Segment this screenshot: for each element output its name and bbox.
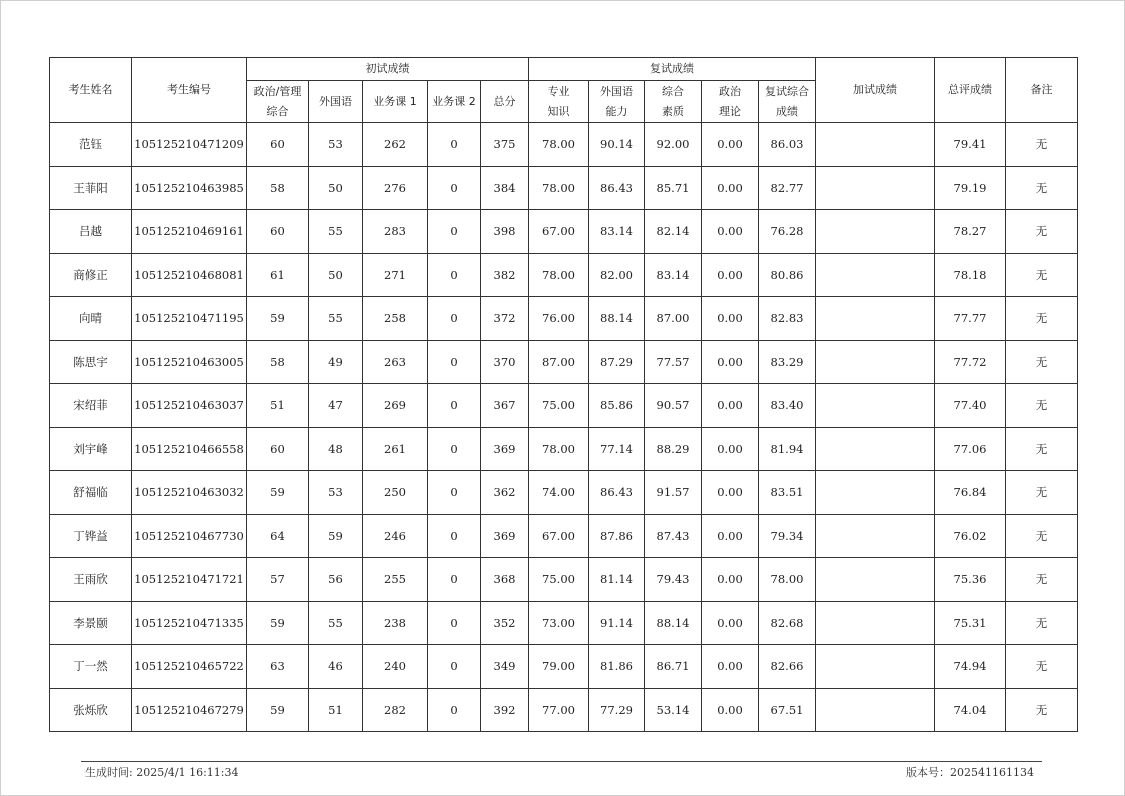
table-row (50, 558, 1078, 602)
header-note: 备注 (1006, 58, 1078, 123)
header-politics-line1: 政治/管理 (253, 84, 302, 98)
cell-course1: 238 (363, 601, 428, 645)
cell-foreign-ability: 77.29 (589, 688, 645, 732)
cell-prelim-total: 352 (481, 601, 529, 645)
cell-extra (816, 688, 935, 732)
cell-prelim-total: 369 (481, 427, 529, 471)
cell-major: 67.00 (529, 210, 589, 254)
cell-political-theory: 0.00 (702, 340, 759, 384)
cell-political-theory: 0.00 (702, 601, 759, 645)
cell-foreign-ability: 81.14 (589, 558, 645, 602)
cell-name: 丁一然 (50, 645, 132, 689)
header-total: 总评成绩 (935, 58, 1006, 123)
cell-course2: 0 (428, 166, 481, 210)
cell-note: 无 (1006, 166, 1078, 210)
header-politics-line2: 综合 (266, 104, 289, 118)
cell-foreign-ability: 83.14 (589, 210, 645, 254)
cell-major: 78.00 (529, 253, 589, 297)
header-foreign-ability-line2: 能力 (605, 104, 628, 118)
cell-major: 73.00 (529, 601, 589, 645)
header-prelim-total: 总分 (481, 81, 529, 123)
cell-political-theory: 0.00 (702, 253, 759, 297)
cell-retest-total: 82.68 (759, 601, 816, 645)
cell-final: 74.94 (935, 645, 1006, 689)
cell-note: 无 (1006, 471, 1078, 515)
cell-extra (816, 253, 935, 297)
table-row (50, 384, 1078, 428)
cell-retest-total: 83.40 (759, 384, 816, 428)
cell-quality: 77.57 (645, 340, 702, 384)
cell-course2: 0 (428, 340, 481, 384)
cell-id: 105125210466558 (132, 427, 247, 471)
cell-name: 张烁欣 (50, 688, 132, 732)
table-row (50, 253, 1078, 297)
cell-political-theory: 0.00 (702, 166, 759, 210)
cell-course2: 0 (428, 688, 481, 732)
cell-course2: 0 (428, 253, 481, 297)
header-course1: 业务课 1 (363, 81, 428, 123)
cell-quality: 53.14 (645, 688, 702, 732)
cell-politics: 61 (247, 253, 309, 297)
cell-course1: 271 (363, 253, 428, 297)
cell-foreign: 53 (309, 471, 363, 515)
cell-prelim-total: 370 (481, 340, 529, 384)
cell-retest-total: 76.28 (759, 210, 816, 254)
cell-extra (816, 514, 935, 558)
table-row (50, 210, 1078, 254)
cell-id: 105125210463037 (132, 384, 247, 428)
cell-name: 刘宇峰 (50, 427, 132, 471)
header-major-line2: 知识 (547, 104, 570, 118)
table-row (50, 166, 1078, 210)
cell-political-theory: 0.00 (702, 210, 759, 254)
cell-name: 范钰 (50, 123, 132, 167)
cell-foreign-ability: 86.43 (589, 471, 645, 515)
cell-id: 105125210469161 (132, 210, 247, 254)
cell-foreign-ability: 81.86 (589, 645, 645, 689)
header-quality-line2: 素质 (662, 104, 684, 118)
header-name: 考生姓名 (50, 58, 132, 123)
score-table (49, 57, 1078, 732)
cell-politics: 58 (247, 166, 309, 210)
cell-final: 75.31 (935, 601, 1006, 645)
cell-course1: 276 (363, 166, 428, 210)
cell-course2: 0 (428, 558, 481, 602)
cell-id: 105125210471209 (132, 123, 247, 167)
cell-final: 77.40 (935, 384, 1006, 428)
cell-politics: 59 (247, 297, 309, 341)
header-retest-total-line2: 成绩 (776, 104, 798, 118)
cell-note: 无 (1006, 340, 1078, 384)
header-political-theory (702, 81, 759, 123)
cell-major: 77.00 (529, 688, 589, 732)
cell-politics: 59 (247, 688, 309, 732)
cell-prelim-total: 392 (481, 688, 529, 732)
cell-name: 宋绍菲 (50, 384, 132, 428)
cell-course1: 283 (363, 210, 428, 254)
header-retest-total-line1: 复试综合 (765, 84, 809, 98)
table-header (50, 58, 1078, 123)
cell-retest-total: 86.03 (759, 123, 816, 167)
cell-course1: 240 (363, 645, 428, 689)
cell-foreign: 50 (309, 166, 363, 210)
cell-course1: 262 (363, 123, 428, 167)
cell-course1: 263 (363, 340, 428, 384)
cell-politics: 60 (247, 427, 309, 471)
header-prelim-group: 初试成绩 (247, 58, 529, 81)
cell-major: 79.00 (529, 645, 589, 689)
cell-foreign: 56 (309, 558, 363, 602)
cell-retest-total: 83.51 (759, 471, 816, 515)
cell-name: 丁铧益 (50, 514, 132, 558)
cell-politics: 60 (247, 210, 309, 254)
cell-major: 74.00 (529, 471, 589, 515)
cell-foreign: 50 (309, 253, 363, 297)
cell-extra (816, 601, 935, 645)
cell-major: 75.00 (529, 384, 589, 428)
header-political-theory-line1: 政治 (719, 84, 741, 98)
cell-extra (816, 210, 935, 254)
cell-id: 105125210471721 (132, 558, 247, 602)
cell-id: 105125210468081 (132, 253, 247, 297)
cell-retest-total: 67.51 (759, 688, 816, 732)
cell-political-theory: 0.00 (702, 514, 759, 558)
cell-foreign-ability: 90.14 (589, 123, 645, 167)
cell-politics: 51 (247, 384, 309, 428)
table-row (50, 601, 1078, 645)
cell-quality: 82.14 (645, 210, 702, 254)
cell-quality: 87.43 (645, 514, 702, 558)
cell-course1: 258 (363, 297, 428, 341)
cell-retest-total: 83.29 (759, 340, 816, 384)
table-row (50, 514, 1078, 558)
cell-foreign: 46 (309, 645, 363, 689)
cell-political-theory: 0.00 (702, 427, 759, 471)
cell-prelim-total: 375 (481, 123, 529, 167)
cell-foreign-ability: 87.29 (589, 340, 645, 384)
cell-final: 76.02 (935, 514, 1006, 558)
cell-foreign-ability: 86.43 (589, 166, 645, 210)
cell-foreign-ability: 91.14 (589, 601, 645, 645)
table-row (50, 471, 1078, 515)
cell-major: 75.00 (529, 558, 589, 602)
cell-quality: 83.14 (645, 253, 702, 297)
cell-politics: 57 (247, 558, 309, 602)
cell-extra (816, 558, 935, 602)
cell-politics: 58 (247, 340, 309, 384)
cell-note: 无 (1006, 688, 1078, 732)
cell-id: 105125210467730 (132, 514, 247, 558)
cell-extra (816, 427, 935, 471)
cell-foreign: 59 (309, 514, 363, 558)
cell-note: 无 (1006, 427, 1078, 471)
cell-prelim-total: 384 (481, 166, 529, 210)
cell-foreign-ability: 77.14 (589, 427, 645, 471)
cell-quality: 88.29 (645, 427, 702, 471)
cell-foreign: 53 (309, 123, 363, 167)
cell-politics: 64 (247, 514, 309, 558)
cell-course2: 0 (428, 514, 481, 558)
cell-retest-total: 82.77 (759, 166, 816, 210)
cell-foreign: 55 (309, 297, 363, 341)
cell-note: 无 (1006, 123, 1078, 167)
cell-note: 无 (1006, 601, 1078, 645)
footer-divider (81, 761, 1042, 762)
cell-course2: 0 (428, 427, 481, 471)
cell-name: 陈思宇 (50, 340, 132, 384)
header-extra: 加试成绩 (816, 58, 935, 123)
cell-foreign: 55 (309, 210, 363, 254)
header-foreign-ability-line1: 外国语 (600, 84, 633, 98)
cell-retest-total: 78.00 (759, 558, 816, 602)
cell-final: 77.72 (935, 340, 1006, 384)
cell-political-theory: 0.00 (702, 297, 759, 341)
header-course2: 业务课 2 (428, 81, 481, 123)
cell-name: 王菲阳 (50, 166, 132, 210)
cell-political-theory: 0.00 (702, 123, 759, 167)
cell-extra (816, 645, 935, 689)
table-body (50, 123, 1078, 732)
cell-retest-total: 80.86 (759, 253, 816, 297)
cell-course2: 0 (428, 384, 481, 428)
cell-quality: 88.14 (645, 601, 702, 645)
table-row (50, 340, 1078, 384)
cell-prelim-total: 369 (481, 514, 529, 558)
cell-quality: 90.57 (645, 384, 702, 428)
header-id: 考生编号 (132, 58, 247, 123)
cell-major: 76.00 (529, 297, 589, 341)
table-row (50, 427, 1078, 471)
cell-foreign-ability: 88.14 (589, 297, 645, 341)
cell-id: 105125210471335 (132, 601, 247, 645)
version-number: 版本号：202541161134 (906, 766, 1034, 779)
cell-foreign: 55 (309, 601, 363, 645)
cell-political-theory: 0.00 (702, 558, 759, 602)
cell-politics: 59 (247, 471, 309, 515)
cell-name: 李景颐 (50, 601, 132, 645)
table-row (50, 297, 1078, 341)
header-foreign: 外国语 (309, 81, 363, 123)
cell-political-theory: 0.00 (702, 688, 759, 732)
cell-quality: 86.71 (645, 645, 702, 689)
cell-id: 105125210463032 (132, 471, 247, 515)
cell-id: 105125210463005 (132, 340, 247, 384)
cell-retest-total: 82.66 (759, 645, 816, 689)
cell-final: 74.04 (935, 688, 1006, 732)
cell-name: 舒福临 (50, 471, 132, 515)
generated-time: 生成时间: 2025/4/1 16:11:34 (85, 766, 239, 779)
cell-extra (816, 297, 935, 341)
cell-course2: 0 (428, 210, 481, 254)
header-retest-total (759, 81, 816, 123)
cell-name: 吕越 (50, 210, 132, 254)
cell-prelim-total: 372 (481, 297, 529, 341)
cell-foreign: 49 (309, 340, 363, 384)
table-row (50, 645, 1078, 689)
cell-final: 77.06 (935, 427, 1006, 471)
cell-foreign: 51 (309, 688, 363, 732)
cell-course1: 246 (363, 514, 428, 558)
cell-politics: 59 (247, 601, 309, 645)
cell-retest-total: 82.83 (759, 297, 816, 341)
cell-prelim-total: 382 (481, 253, 529, 297)
cell-extra (816, 384, 935, 428)
cell-note: 无 (1006, 558, 1078, 602)
cell-name: 商修正 (50, 253, 132, 297)
cell-course1: 269 (363, 384, 428, 428)
cell-politics: 63 (247, 645, 309, 689)
cell-retest-total: 81.94 (759, 427, 816, 471)
cell-major: 78.00 (529, 123, 589, 167)
header-quality-line1: 综合 (662, 84, 684, 98)
cell-course1: 255 (363, 558, 428, 602)
cell-final: 79.41 (935, 123, 1006, 167)
cell-final: 75.36 (935, 558, 1006, 602)
cell-prelim-total: 367 (481, 384, 529, 428)
cell-course2: 0 (428, 645, 481, 689)
cell-id: 105125210463985 (132, 166, 247, 210)
header-retest-group: 复试成绩 (529, 58, 816, 81)
header-politics (247, 81, 309, 123)
cell-final: 78.27 (935, 210, 1006, 254)
cell-major: 78.00 (529, 427, 589, 471)
cell-id: 105125210467279 (132, 688, 247, 732)
cell-foreign: 48 (309, 427, 363, 471)
cell-political-theory: 0.00 (702, 384, 759, 428)
table-row (50, 688, 1078, 732)
cell-note: 无 (1006, 297, 1078, 341)
cell-id: 105125210465722 (132, 645, 247, 689)
cell-name: 向晴 (50, 297, 132, 341)
cell-foreign-ability: 85.86 (589, 384, 645, 428)
cell-foreign-ability: 87.86 (589, 514, 645, 558)
cell-politics: 60 (247, 123, 309, 167)
cell-retest-total: 79.34 (759, 514, 816, 558)
cell-major: 87.00 (529, 340, 589, 384)
cell-course2: 0 (428, 123, 481, 167)
cell-course1: 261 (363, 427, 428, 471)
header-foreign-ability (589, 81, 645, 123)
cell-quality: 85.71 (645, 166, 702, 210)
cell-extra (816, 166, 935, 210)
cell-prelim-total: 349 (481, 645, 529, 689)
cell-extra (816, 471, 935, 515)
cell-course2: 0 (428, 471, 481, 515)
cell-extra (816, 123, 935, 167)
cell-id: 105125210471195 (132, 297, 247, 341)
cell-note: 无 (1006, 514, 1078, 558)
cell-prelim-total: 368 (481, 558, 529, 602)
cell-extra (816, 340, 935, 384)
cell-major: 67.00 (529, 514, 589, 558)
header-political-theory-line2: 理论 (719, 104, 741, 118)
cell-final: 78.18 (935, 253, 1006, 297)
cell-political-theory: 0.00 (702, 471, 759, 515)
cell-quality: 87.00 (645, 297, 702, 341)
cell-final: 77.77 (935, 297, 1006, 341)
cell-foreign-ability: 82.00 (589, 253, 645, 297)
cell-foreign: 47 (309, 384, 363, 428)
cell-quality: 91.57 (645, 471, 702, 515)
table-row (50, 123, 1078, 167)
cell-final: 79.19 (935, 166, 1006, 210)
cell-course2: 0 (428, 601, 481, 645)
header-quality (645, 81, 702, 123)
cell-major: 78.00 (529, 166, 589, 210)
cell-course2: 0 (428, 297, 481, 341)
cell-prelim-total: 398 (481, 210, 529, 254)
cell-name: 王雨欣 (50, 558, 132, 602)
cell-course1: 250 (363, 471, 428, 515)
cell-note: 无 (1006, 253, 1078, 297)
cell-final: 76.84 (935, 471, 1006, 515)
cell-prelim-total: 362 (481, 471, 529, 515)
cell-course1: 282 (363, 688, 428, 732)
cell-quality: 92.00 (645, 123, 702, 167)
cell-note: 无 (1006, 384, 1078, 428)
header-major-line1: 专业 (547, 84, 570, 98)
cell-note: 无 (1006, 210, 1078, 254)
cell-note: 无 (1006, 645, 1078, 689)
cell-quality: 79.43 (645, 558, 702, 602)
header-major (529, 81, 589, 123)
cell-political-theory: 0.00 (702, 645, 759, 689)
